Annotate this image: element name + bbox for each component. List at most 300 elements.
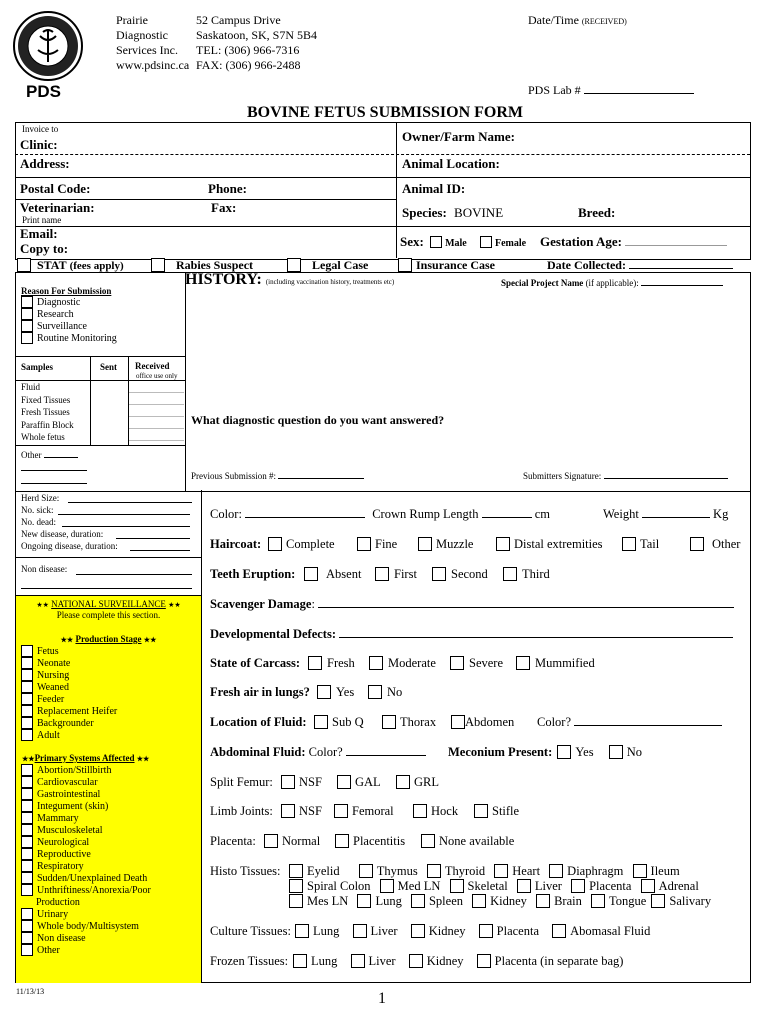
system-item[interactable] — [21, 873, 151, 885]
haircoat-checkbox[interactable] — [496, 537, 510, 551]
signature-field[interactable] — [604, 478, 728, 479]
ongoing-disease-field[interactable] — [130, 550, 190, 551]
histo-checkbox[interactable] — [651, 894, 665, 908]
reason-item[interactable] — [21, 297, 117, 309]
haircoat-option[interactable] — [418, 537, 473, 552]
frozen-options — [293, 954, 623, 969]
star-icon: ★★ — [143, 636, 157, 644]
female-label: Female — [495, 238, 527, 249]
system-item[interactable] — [21, 861, 151, 873]
systems-title-text: Primary Systems Affected — [34, 753, 135, 763]
histo-checkbox[interactable] — [517, 879, 531, 893]
femur-option-label: NSF — [299, 775, 322, 789]
teeth-option[interactable] — [503, 567, 550, 582]
weight-field — [603, 507, 728, 522]
developmental-field[interactable] — [339, 637, 733, 638]
systems-list — [21, 765, 151, 957]
femur-option[interactable] — [396, 775, 439, 790]
production-list — [21, 646, 117, 742]
femur-checkbox[interactable] — [337, 775, 351, 789]
previous-submission — [191, 471, 364, 481]
femur-checkbox[interactable] — [281, 775, 295, 789]
non-disease-field-2[interactable] — [21, 588, 192, 589]
page-number: 1 — [378, 990, 386, 1007]
system-item[interactable] — [21, 801, 151, 813]
kg-label: Kg — [713, 507, 729, 521]
system-item[interactable] — [21, 885, 151, 897]
limb-option[interactable] — [334, 804, 394, 819]
production-item-label: Fetus — [37, 646, 59, 657]
previous-submission-field[interactable] — [278, 478, 364, 479]
production-checkbox[interactable] — [21, 669, 33, 681]
fluid-color-field[interactable] — [574, 725, 722, 726]
culture-checkbox[interactable] — [411, 924, 425, 938]
special-project — [501, 278, 723, 288]
scavenger-label: Scavenger Damage — [210, 597, 312, 611]
production-item[interactable] — [21, 658, 117, 670]
special-project-note: (if applicable): — [585, 278, 639, 288]
reason-list — [21, 297, 117, 345]
system-checkbox[interactable] — [21, 920, 33, 932]
production-item[interactable] — [21, 646, 117, 658]
production-item-label: Feeder — [37, 694, 65, 705]
haircoat-option[interactable] — [268, 537, 335, 552]
production-checkbox[interactable] — [21, 693, 33, 705]
pds-logo — [10, 10, 86, 102]
sample-row: Fixed Tissues — [21, 394, 71, 405]
culture-option-label: Abomasal Fluid — [570, 924, 651, 938]
carcass-option[interactable] — [450, 656, 503, 671]
history-box — [184, 272, 751, 492]
breed-label: Breed: — [578, 205, 616, 220]
limb-checkbox[interactable] — [474, 804, 488, 818]
species-label: Species: — [402, 205, 447, 220]
system-checkbox[interactable] — [21, 800, 33, 812]
histo-label-item: Skeletal — [467, 879, 508, 893]
reason-title: Reason For Submission — [21, 286, 112, 296]
limb-option[interactable] — [281, 804, 322, 819]
star-icon: ★★ — [36, 601, 49, 609]
meconium-no-checkbox[interactable] — [609, 745, 623, 759]
histo-label-item: Med LN — [397, 879, 441, 893]
haircoat-option[interactable] — [357, 537, 397, 552]
female-checkbox[interactable] — [480, 236, 492, 248]
email-label: Email: — [20, 226, 58, 241]
fluid-option[interactable] — [314, 715, 364, 730]
copy-to-label: Copy to: — [20, 241, 69, 256]
carcass-checkbox[interactable] — [516, 656, 530, 670]
reason-item-label: Research — [37, 309, 74, 320]
histo-checkbox[interactable] — [357, 894, 371, 908]
system-checkbox[interactable] — [21, 788, 33, 800]
divider — [15, 445, 185, 446]
femur-checkbox[interactable] — [396, 775, 410, 789]
histo-label-item: Kidney — [490, 894, 527, 908]
system-item-label: Integument (skin) — [37, 801, 109, 812]
teeth-option[interactable] — [432, 567, 488, 582]
carcass-checkbox[interactable] — [308, 656, 322, 670]
non-disease-label: Non disease: — [21, 564, 68, 574]
placenta-option[interactable] — [264, 834, 320, 849]
teeth-checkbox[interactable] — [503, 567, 517, 581]
histo-checkbox[interactable] — [549, 864, 563, 878]
male-checkbox[interactable] — [430, 236, 442, 248]
color-field[interactable] — [245, 517, 365, 518]
sample-row: Fluid — [21, 382, 41, 392]
fresh-air-no-label: No — [387, 685, 403, 699]
sent-col-header: Sent — [100, 362, 118, 372]
fresh-air-no[interactable] — [368, 685, 402, 700]
fluid-option[interactable] — [382, 715, 436, 730]
histo-checkbox[interactable] — [359, 864, 373, 878]
culture-option-label: Kidney — [428, 924, 466, 938]
histo-label-item: Placenta — [589, 879, 632, 893]
system-checkbox[interactable] — [21, 824, 33, 836]
haircoat-checkbox[interactable] — [690, 537, 704, 551]
histo-checkbox[interactable] — [536, 894, 550, 908]
pds-lab-label: PDS Lab # — [528, 83, 581, 97]
femur-option[interactable] — [281, 775, 322, 790]
system-item[interactable] — [21, 789, 151, 801]
star-icon: ★★ — [22, 755, 35, 763]
meconium-yes-checkbox[interactable] — [557, 745, 571, 759]
new-disease-field[interactable] — [116, 538, 190, 539]
system-checkbox[interactable] — [21, 944, 33, 956]
system-checkbox[interactable] — [21, 884, 33, 896]
teeth-option[interactable] — [375, 567, 417, 582]
samples-rows — [21, 381, 74, 444]
production-item[interactable] — [21, 694, 117, 706]
no-dead-label: No. dead: — [21, 517, 56, 527]
histo-row-3 — [289, 894, 711, 909]
surveillance-title-text: NATIONAL SURVEILLANCE — [51, 599, 166, 609]
placenta-checkbox[interactable] — [421, 834, 435, 848]
history-note: (including vaccination history, treatments etc) — [265, 278, 395, 286]
limb-checkbox[interactable] — [413, 804, 427, 818]
company-line: Diagnostic — [116, 28, 168, 42]
limb-option-label: Hock — [431, 804, 459, 818]
production-checkbox[interactable] — [21, 729, 33, 741]
frozen-checkbox[interactable] — [409, 954, 423, 968]
fresh-air-yes-label: Yes — [336, 685, 355, 699]
system-checkbox[interactable] — [21, 932, 33, 944]
company-address — [196, 13, 317, 73]
samples-col-header: Samples — [21, 362, 54, 372]
histo-checkbox[interactable] — [571, 879, 585, 893]
haircoat-option-label: Distal extremities — [514, 537, 603, 551]
address-line: Saskatoon, SK, S7N 5B4 — [196, 28, 318, 42]
system-item[interactable] — [21, 933, 151, 945]
teeth-option-label: Third — [522, 567, 550, 581]
femur-option[interactable] — [337, 775, 381, 790]
haircoat-option[interactable] — [622, 537, 659, 552]
teeth-option-label: First — [394, 567, 417, 581]
pds-lab-field[interactable] — [584, 93, 694, 94]
phone-label: Phone: — [208, 181, 247, 196]
culture-checkbox[interactable] — [353, 924, 367, 938]
received-col-header: Received — [135, 361, 170, 371]
carcass-option[interactable] — [308, 656, 355, 671]
production-item[interactable] — [21, 730, 117, 742]
weight-input[interactable] — [642, 517, 710, 518]
animal-id-label: Animal ID: — [402, 181, 466, 196]
fluid-option[interactable] — [451, 715, 514, 730]
limb-option-label: Stifle — [492, 804, 520, 818]
history-heading — [185, 271, 394, 289]
frozen-checkbox[interactable] — [477, 954, 491, 968]
star-icon: ★★ — [136, 755, 150, 763]
haircoat-checkbox[interactable] — [357, 537, 371, 551]
stat-checkbox[interactable] — [17, 258, 31, 272]
date-collected-input[interactable] — [629, 268, 733, 269]
frozen-option-label: Lung — [311, 954, 338, 968]
stat-label: STAT — [37, 258, 67, 272]
haircoat-option[interactable] — [496, 537, 603, 552]
teeth-checkbox[interactable] — [375, 567, 389, 581]
system-item[interactable] — [21, 813, 151, 825]
system-checkbox[interactable] — [21, 860, 33, 872]
no-sick-label: No. sick: — [21, 505, 54, 515]
haircoat-checkbox[interactable] — [622, 537, 636, 551]
crown-rump-field[interactable] — [482, 517, 532, 518]
culture-option-label: Lung — [313, 924, 340, 938]
production-checkbox[interactable] — [21, 657, 33, 669]
developmental-label: Developmental Defects: — [210, 627, 336, 641]
haircoat-checkbox[interactable] — [418, 537, 432, 551]
placenta-option-label: Normal — [282, 834, 321, 848]
limb-checkbox[interactable] — [334, 804, 348, 818]
haircoat-option-label: Muzzle — [436, 537, 474, 551]
production-item-label: Nursing — [37, 670, 70, 681]
histo-label-item: Heart — [512, 864, 541, 878]
veterinarian-label: Veterinarian: — [20, 200, 95, 215]
datetime-note: (RECEIVED) — [581, 17, 627, 26]
sample-row: Paraffin Block — [21, 419, 74, 430]
cm-label: cm — [534, 507, 550, 521]
sex-field — [400, 234, 526, 250]
species-value: BOVINE — [454, 205, 504, 220]
production-item[interactable] — [21, 670, 117, 682]
production-checkbox[interactable] — [21, 681, 33, 693]
system-item[interactable] — [21, 765, 151, 777]
insurance-checkbox[interactable] — [398, 258, 412, 272]
no-dead-field[interactable] — [62, 526, 190, 527]
culture-label: Culture Tissues: — [210, 924, 291, 938]
histo-checkbox[interactable] — [411, 894, 425, 908]
owner-farm-label: Owner/Farm Name: — [402, 129, 515, 144]
reason-checkbox[interactable] — [21, 308, 33, 320]
system-checkbox[interactable] — [21, 848, 33, 860]
system-checkbox[interactable] — [21, 812, 33, 824]
diagnostic-question: What diagnostic question do you want answered? — [191, 413, 445, 427]
culture-option-label: Liver — [370, 924, 398, 938]
placenta-checkbox[interactable] — [335, 834, 349, 848]
reason-item-label: Routine Monitoring — [37, 333, 117, 344]
limb-option[interactable] — [474, 804, 519, 819]
production-item[interactable] — [21, 706, 117, 718]
histo-checkbox[interactable] — [641, 879, 655, 893]
divider — [15, 356, 185, 357]
insurance-label: Insurance Case — [416, 258, 496, 272]
new-disease-row — [21, 528, 118, 540]
divider — [15, 177, 750, 178]
meconium-yes-label: Yes — [575, 745, 594, 759]
frozen-checkbox[interactable] — [293, 954, 307, 968]
system-item[interactable] — [21, 921, 151, 933]
histo-label: Histo Tissues: — [210, 864, 281, 878]
fluid-checkbox[interactable] — [314, 715, 328, 729]
clinic-label: Clinic: — [20, 137, 58, 152]
histo-checkbox[interactable] — [289, 864, 303, 878]
haircoat-option[interactable] — [690, 537, 740, 552]
frozen-checkbox[interactable] — [351, 954, 365, 968]
system-checkbox[interactable] — [21, 764, 33, 776]
reason-item[interactable] — [21, 321, 117, 333]
histo-checkbox[interactable] — [289, 879, 303, 893]
culture-option-label: Placenta — [496, 924, 539, 938]
carcass-option-label: Moderate — [388, 656, 436, 670]
scavenger-row: Scavenger Damage: — [210, 597, 734, 612]
histo-checkbox[interactable] — [633, 864, 647, 878]
production-item[interactable] — [21, 682, 117, 694]
culture-checkbox[interactable] — [552, 924, 566, 938]
system-item[interactable] — [21, 945, 151, 957]
insurance-option[interactable] — [398, 258, 495, 273]
herd-size-field[interactable] — [68, 502, 192, 503]
placenta-checkbox[interactable] — [264, 834, 278, 848]
developmental-row — [210, 627, 733, 642]
system-item-label: Respiratory — [37, 861, 84, 872]
gestation-age-label: Gestation Age: — [540, 234, 622, 249]
femur-option-label: GRL — [414, 775, 439, 789]
placenta-option-label: Placentitis — [353, 834, 406, 848]
histo-checkbox[interactable] — [427, 864, 441, 878]
limb-option-label: NSF — [299, 804, 322, 818]
datetime-received — [528, 13, 627, 28]
production-item-label: Replacement Heifer — [37, 706, 118, 717]
meconium-no-label: No — [626, 745, 642, 759]
fresh-air-yes-checkbox[interactable] — [317, 685, 331, 699]
system-item[interactable] — [21, 825, 151, 837]
company-line: Prairie — [116, 13, 148, 27]
reason-item[interactable] — [21, 333, 117, 345]
culture-checkbox[interactable] — [479, 924, 493, 938]
production-checkbox[interactable] — [21, 717, 33, 729]
teeth-option[interactable] — [304, 567, 361, 582]
system-checkbox[interactable] — [21, 836, 33, 848]
placenta-option[interactable] — [421, 834, 514, 849]
production-checkbox[interactable] — [21, 705, 33, 717]
carcass-checkbox[interactable] — [369, 656, 383, 670]
reason-item[interactable] — [21, 309, 117, 321]
histo-label-item: Thymus — [376, 864, 418, 878]
teeth-checkbox[interactable] — [432, 567, 446, 581]
address-line: 52 Campus Drive — [196, 13, 281, 27]
histo-checkbox[interactable] — [472, 894, 486, 908]
fresh-air-yes[interactable] — [317, 685, 354, 700]
divider — [21, 470, 87, 471]
histo-checkbox[interactable] — [289, 894, 303, 908]
divider — [201, 490, 202, 982]
haircoat-checkbox[interactable] — [268, 537, 282, 551]
frozen-option-label: Liver — [368, 954, 396, 968]
system-item-label: Cardiovascular — [37, 777, 98, 788]
sample-other-field[interactable] — [44, 457, 78, 458]
logo-text: PDS — [26, 82, 61, 101]
postal-code-label: Postal Code: — [20, 181, 91, 196]
fresh-air-label: Fresh air in lungs? — [210, 685, 310, 699]
non-disease-field[interactable] — [76, 574, 192, 575]
system-checkbox[interactable] — [21, 776, 33, 788]
carcass-option[interactable] — [369, 656, 436, 671]
limb-option[interactable] — [413, 804, 458, 819]
system-item[interactable] — [21, 849, 151, 861]
histo-checkbox[interactable] — [591, 894, 605, 908]
haircoat-option-label: Tail — [640, 537, 660, 551]
histo-label-item: Ileum — [650, 864, 680, 878]
carcass-option[interactable] — [516, 656, 595, 671]
histo-label-item: Spiral Colon — [307, 879, 371, 893]
invoice-to-label: Invoice to — [22, 124, 59, 134]
carcass-checkbox[interactable] — [450, 656, 464, 670]
histo-checkbox[interactable] — [450, 879, 464, 893]
gestation-age-input[interactable] — [625, 245, 727, 246]
fluid-checkbox[interactable] — [451, 715, 465, 729]
culture-options — [295, 924, 650, 939]
company-info — [116, 13, 189, 73]
placenta-option[interactable] — [335, 834, 405, 849]
carcass-option-label: Mummified — [535, 656, 595, 670]
system-item[interactable] — [21, 909, 151, 921]
teeth-checkbox[interactable] — [304, 567, 318, 581]
sample-other-label: Other — [21, 450, 42, 460]
production-item[interactable] — [21, 718, 117, 730]
stat-note: (fees apply) — [69, 260, 124, 272]
reason-checkbox[interactable] — [21, 296, 33, 308]
fresh-air-no-checkbox[interactable] — [368, 685, 382, 699]
color-label: Color: — [210, 507, 242, 521]
stat-option[interactable] — [17, 258, 124, 273]
system-checkbox[interactable] — [21, 908, 33, 920]
system-checkbox[interactable] — [21, 872, 33, 884]
footer-date: 11/13/13 — [16, 987, 45, 996]
carcass-option-label: Fresh — [327, 656, 355, 670]
special-project-field[interactable] — [641, 285, 723, 286]
production-title — [16, 634, 201, 644]
histo-label-item: Spleen — [428, 894, 463, 908]
production-checkbox[interactable] — [21, 645, 33, 657]
no-sick-field[interactable] — [58, 514, 190, 515]
scavenger-field[interactable] — [318, 607, 734, 608]
fluid-option-label: Abdomen — [465, 715, 515, 729]
male-label: Male — [445, 238, 467, 249]
reason-checkbox[interactable] — [21, 320, 33, 332]
system-item[interactable] — [21, 777, 151, 789]
sample-row: Fresh Tissues — [21, 407, 70, 418]
culture-checkbox[interactable] — [295, 924, 309, 938]
histo-label-item: Thyroid — [444, 864, 486, 878]
herd-info — [21, 492, 118, 552]
system-item[interactable] — [21, 837, 151, 849]
abdominal-color-field[interactable] — [346, 755, 426, 756]
surveillance-subtitle: Please complete this section. — [56, 610, 161, 620]
limb-checkbox[interactable] — [281, 804, 295, 818]
rabies-checkbox[interactable] — [151, 258, 165, 272]
histo-checkbox[interactable] — [380, 879, 394, 893]
fluid-checkbox[interactable] — [382, 715, 396, 729]
histo-checkbox[interactable] — [494, 864, 508, 878]
reason-checkbox[interactable] — [21, 332, 33, 344]
